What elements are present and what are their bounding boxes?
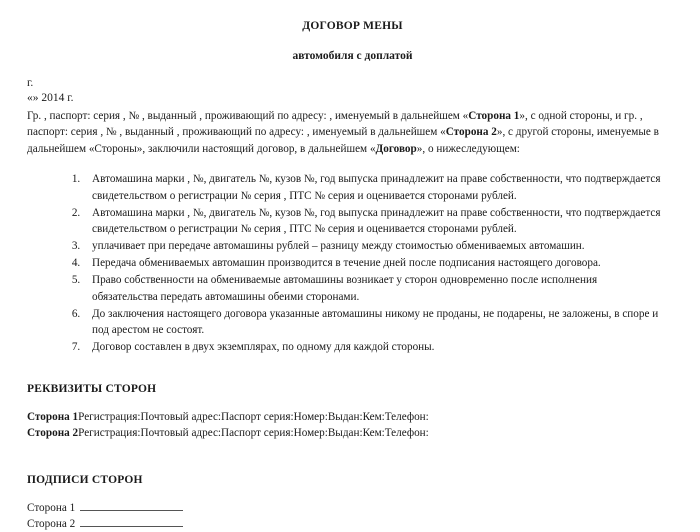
terms-list-item: 5. Право собственности на обмениваемые автомашины возникает у сторон одновременно после исполнения обязательства передать автомашины обеими сторонами. bbox=[83, 272, 664, 305]
signature-row bbox=[27, 517, 678, 532]
party-1-label: Сторона 1 bbox=[468, 109, 520, 122]
intro-text-part-1: Гр. , паспорт: серия , № , выданный , проживающий по адресу: , именуемый в дальнейшем « bbox=[27, 109, 469, 122]
signature-row bbox=[27, 501, 678, 517]
requisites-heading: РЕКВИЗИТЫ СТОРОН bbox=[27, 382, 157, 395]
date-line: «» 2014 г. bbox=[27, 91, 74, 104]
terms-list-item: 2. Автомашина марки , №, двигатель №, кузов №, год выпуска принадлежит на праве собственности, что подтверждается свидетельством о регистрации № серия , ПТС № серия и оценивается сторонами рублей. bbox=[83, 205, 664, 238]
signature-line[interactable] bbox=[80, 503, 183, 511]
terms-list bbox=[27, 171, 678, 356]
requisites-party-label: Сторона 2 bbox=[27, 426, 79, 439]
requisites-block bbox=[27, 410, 678, 441]
terms-list-item: 4. Передача обмениваемых автомашин производится в течение дней после подписания настоящего договора. bbox=[83, 255, 664, 272]
intro-text-part-3: », с другой стороны, именуемые в дальнейшем «Стороны», заключили настоящий договор, в дальнейшем « bbox=[27, 126, 659, 155]
intro-text-part-2: », с одной стороны, и гр. , паспорт: серия , № , выданный , проживающий по адресу: , именуемый в дальнейшем « bbox=[27, 109, 643, 139]
terms-list-item: 1. Автомашина марки , №, двигатель №, кузов №, год выпуска принадлежит на праве собственности, что подтверждается свидетельством о регистрации № серия , ПТС № серия и оценивается сторонами рублей. bbox=[83, 171, 664, 204]
intro-text-part-4: », о нижеследующем: bbox=[416, 142, 520, 155]
signature-line[interactable] bbox=[80, 519, 183, 527]
terms-list-item: 7. Договор составлен в двух экземплярах, по одному для каждой стороны. bbox=[83, 339, 664, 356]
party-2-label: Сторона 2 bbox=[445, 126, 497, 139]
requisites-party-details: Регистрация:Почтовый адрес:Паспорт серия:Номер:Выдан:Кем:Телефон: bbox=[78, 426, 429, 439]
terms-list-item: 3. уплачивает при передаче автомашины рублей – разницу между стоимостью обмениваемых автомашин. bbox=[83, 238, 664, 255]
signature-party-label: Сторона 1 bbox=[27, 502, 78, 515]
contract-label: Договор bbox=[375, 142, 417, 155]
requisites-row bbox=[27, 426, 678, 442]
signatures-block bbox=[27, 501, 678, 532]
signatures-heading: ПОДПИСИ СТОРОН bbox=[27, 474, 143, 487]
requisites-party-label: Сторона 1 bbox=[27, 411, 79, 424]
requisites-party-details: Регистрация:Почтовый адрес:Паспорт серия:Номер:Выдан:Кем:Телефон: bbox=[78, 411, 429, 424]
document-subtitle: автомобиля с доплатой bbox=[292, 49, 413, 62]
document-meta bbox=[27, 76, 678, 106]
place-line: г. bbox=[27, 76, 37, 89]
document-title: ДОГОВОР МЕНЫ bbox=[302, 20, 403, 32]
terms-list-item: 6. До заключения настоящего договора указанные автомашины никому не проданы, не подарены, не заложены, в споре и под арестом не состоят. bbox=[83, 306, 664, 339]
signature-party-label: Сторона 2 bbox=[27, 517, 78, 530]
requisites-row bbox=[27, 410, 678, 426]
intro-paragraph bbox=[27, 108, 678, 158]
